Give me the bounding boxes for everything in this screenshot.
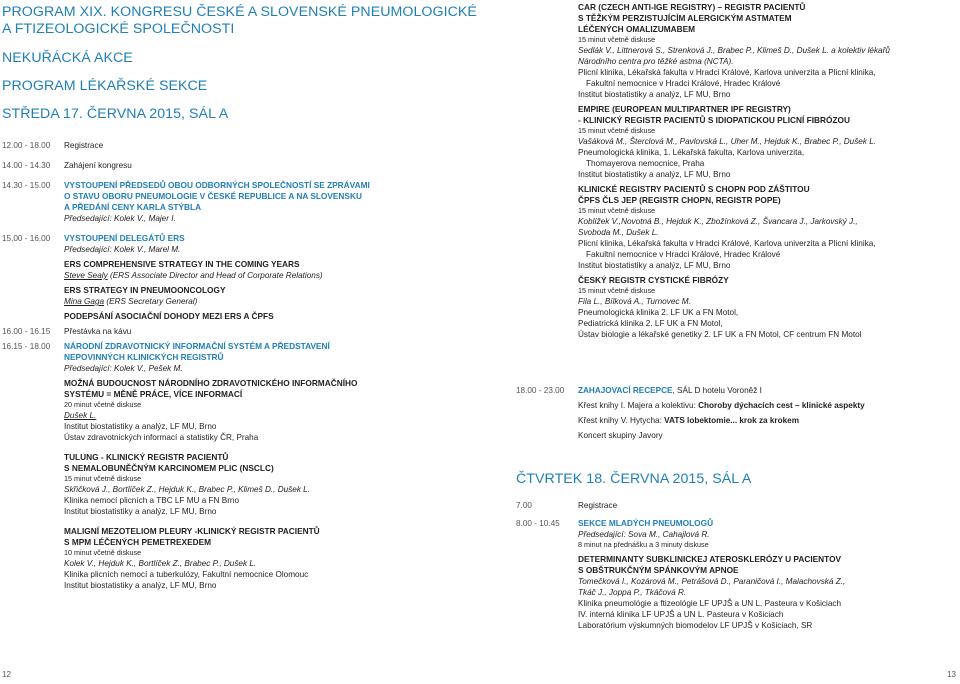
talk-authors: Skřičková J., Bortlíček Z., Hejduk K., Brabec P., Klimeš D., Dušek L.	[64, 485, 311, 494]
book-title: Choroby dýchacích cest – klinické aspekty	[698, 401, 865, 410]
session-title: A PŘEDÁNÍ CENY KARLA STÝBLA	[64, 202, 202, 212]
affiliation: Institut biostatistiky a analýz, LF MU, Brno	[64, 507, 217, 516]
affiliation: Plicní klinika, Lékařská fakulta v Hradci Králové, Karlova univerzita a Plicní klinika,	[578, 68, 876, 77]
evening-item	[578, 400, 956, 411]
talk-title: SYSTÉMU = MĚNĚ PRÁCE, VÍCE INFORMACÍ	[64, 389, 243, 399]
time-slot: 16.15 - 18.00	[2, 342, 51, 351]
subtitle-medical-section: PROGRAM LÉKAŘSKÉ SEKCE	[2, 78, 208, 94]
affiliation: Laboratórium výskumných biomodelov LF UPJŠ v Košiciach, SR	[578, 621, 813, 630]
evening-item-text: Křest knihy I. Majera a kolektivu:	[578, 401, 699, 410]
talk-authors: Fila L., Bílková A., Turnovec M.	[578, 297, 691, 306]
talk-title: S NEMALOBUNĚČNÝM KARCINOMEM PLIC (NSCLC)	[64, 463, 274, 473]
page-number-left: 12	[2, 670, 11, 679]
affiliation: Pneumologická klinika 2. LF UK a FN Motol,	[578, 308, 739, 317]
thursday-registration	[516, 500, 956, 511]
affiliation: Institut biostatistiky a analýz, LF MU, Brno	[64, 581, 217, 590]
talk-title: DETERMINANTY SUBKLINICKEJ ATEROSKLERÓZY U PACIENTOV	[578, 554, 842, 564]
talk-speaker	[64, 270, 472, 281]
session-chair: Předsedající: Kolek V., Pešek M.	[64, 364, 183, 373]
talk-duration: 15 minut včetně diskuse	[578, 286, 656, 295]
young-pneumologists-session	[516, 518, 956, 631]
talk-title: KLINICKÉ REGISTRY PACIENTŮ S CHOPN POD ZÁŠTITOU	[578, 184, 810, 194]
item-label: Zahájení kongresu	[64, 161, 132, 170]
schedule-row	[2, 341, 472, 591]
talk-title: ČPFS ČLS JEP (REGISTR CHOPN, REGISTR POPE)	[578, 195, 781, 205]
talk-title: LÉČENÝCH OMALIZUMABEM	[578, 24, 696, 34]
talk-authors: Tkáč J., Joppa P., Tkáčová R.	[578, 588, 687, 597]
time-slot: 8.00 - 10.45	[516, 519, 560, 528]
reception-location: , SÁL D hotelu Voroněž I	[672, 386, 762, 395]
program-title-line2: A FTIZEOLOGICKÉ SPOLEČNOSTI	[2, 21, 235, 37]
evening-session	[516, 385, 956, 441]
item-label: Registrace	[578, 501, 618, 510]
thursday-heading: ČTVRTEK 18. ČERVNA 2015, SÁL A	[516, 471, 752, 487]
evening-item	[578, 430, 956, 441]
subtitle-nonsmoking: NEKUŘÁCKÁ AKCE	[2, 50, 133, 66]
time-slot: 18.00 - 23.00	[516, 386, 565, 395]
schedule-row	[2, 326, 472, 337]
speaker-name: Steve Sealy	[64, 271, 108, 280]
time-slot: 16.00 - 16.15	[2, 327, 51, 336]
time-slot: 7.00	[516, 501, 532, 510]
talk-authors: Národního centra pro těžké astma (NCTA).	[578, 57, 734, 66]
affiliation: Institut biostatistiky a analýz, LF MU, Brno	[578, 261, 731, 270]
talk-title: S OBŠTRUKČNÝM SPÁNKOVÝM APNOE	[578, 565, 739, 575]
schedule-row	[2, 140, 472, 151]
talk-title: ERS COMPREHENSIVE STRATEGY IN THE COMING YEARS	[64, 259, 300, 269]
talk-title: ČESKÝ REGISTR CYSTICKÉ FIBRÓZY	[578, 275, 729, 285]
session-title: NÁRODNÍ ZDRAVOTNICKÝ INFORMAČNÍ SYSTÉM A PŘEDSTAVENÍ	[64, 341, 330, 351]
talk-title: TULUNG - KLINICKÝ REGISTR PACIENTŮ	[64, 452, 229, 462]
page-number-right: 13	[947, 670, 956, 679]
talk-block-car	[578, 2, 956, 340]
book-title: VATS lobektomie... krok za krokem	[664, 416, 799, 425]
session-title: NEPOVINNÝCH KLINICKÝCH REGISTRŮ	[64, 352, 224, 362]
talk-authors: Dušek L.	[64, 411, 97, 420]
affiliation: IV. interná klinika LF UPJŠ a UN L. Pasteura v Košiciach	[578, 610, 784, 619]
time-slot: 14.30 - 15.00	[2, 181, 51, 190]
talk-speaker	[64, 296, 472, 307]
speaker-role: (ERS Secretary General)	[104, 297, 198, 306]
evening-item-text: Koncert skupiny Javory	[578, 431, 663, 440]
talk-title: S TĚŽKÝM PERZISTUJÍCÍM ALERGICKÝM ASTMATEM	[578, 13, 792, 23]
affiliation: Klinika plicních nemocí a tuberkulózy, Fakultní nemocnice Olomouc	[64, 570, 309, 579]
session-chair: Předsedající: Kolek V., Marel M.	[64, 245, 181, 254]
session-title: VYSTOUPENÍ DELEGÁTŮ ERS	[64, 233, 185, 243]
affiliation: Fakultní nemocnice v Hradci Králové, Hradec Králové	[586, 250, 781, 259]
affiliation: Institut biostatistiky a analýz, LF MU, Brno	[64, 422, 217, 431]
talk-title: - KLINICKÝ REGISTR PACIENTŮ S IDIOPATICKOU PLICNÍ FIBRÓZOU	[578, 115, 850, 125]
talk-authors: Tomečková I., Kozárová M., Petrášová D., Paraničová I., Malachovská Z.,	[578, 577, 846, 586]
affiliation: Institut biostatistiky a analýz, LF MU, Brno	[578, 90, 731, 99]
schedule-wednesday	[2, 140, 472, 591]
affiliation: Thomayerova nemocnice, Praha	[586, 159, 705, 168]
session-title: O STAVU OBORU PNEUMOLOGIE V ČESKÉ REPUBLICE A NA SLOVENSKU	[64, 191, 362, 201]
talk-duration: 15 minut včetně diskuse	[578, 35, 656, 44]
talk-duration: 10 minut včetně diskuse	[64, 548, 142, 557]
talk-authors: Koblížek V.,Novotná B., Hejduk K., Zbožínková Z., Švancara J., Jarkovský J.,	[578, 217, 858, 226]
talk-authors: Kolek V., Hejduk K., Bortlíček Z., Brabec P., Dušek L.	[64, 559, 257, 568]
evening-item	[578, 415, 956, 426]
talk-authors: Sedlák V., Littnerová S., Strenková J., Brabec P., Klimeš D., Dušek L. a kolektiv lékařů	[578, 46, 890, 55]
time-slot: 12.00 - 18.00	[2, 141, 51, 150]
schedule-row	[2, 180, 472, 224]
talk-title: CAR (CZECH ANTI-IGE REGISTRY) – REGISTR PACIENTŮ	[578, 2, 806, 12]
session-title: SEKCE MLADÝCH PNEUMOLOGŮ	[578, 518, 714, 528]
talk-title: MOŽNÁ BUDOUCNOST NÁRODNÍHO ZDRAVOTNICKÉHO INFORMAČNÍHO	[64, 378, 358, 388]
session-format: 8 minut na přednášku a 3 minuty diskuse	[578, 540, 709, 549]
talk-title: S MPM LÉČENÝCH PEMETREXEDEM	[64, 537, 212, 547]
program-title-line1: PROGRAM XIX. KONGRESU ČESKÉ A SLOVENSKÉ PNEUMOLOGICKÉ	[2, 4, 477, 20]
speaker-role: (ERS Associate Director and Head of Corporate Relations)	[107, 271, 323, 280]
affiliation: Pneumologická klinika, 1. Lékařská fakulta, Karlova univerzita,	[578, 148, 805, 157]
evening-item-text: Křest knihy V. Hytycha:	[578, 416, 665, 425]
time-slot: 15.00 - 16.00	[2, 234, 51, 243]
talk-duration: 15 minut včetně diskuse	[578, 206, 656, 215]
schedule-row	[2, 160, 472, 171]
evening-title	[578, 385, 956, 396]
affiliation: Ústav biologie a lékařské genetiky 2. LF UK a FN Motol, CF centrum FN Motol	[578, 330, 862, 339]
reception-title: ZAHAJOVACÍ RECEPCE	[578, 386, 673, 395]
right-page	[480, 0, 960, 684]
talk-title: MALIGNÍ MEZOTELIOM PLEURY -KLINICKÝ REGISTR PACIENTŮ	[64, 526, 320, 536]
talk-title: ERS STRATEGY IN PNEUMOONCOLOGY	[64, 285, 226, 295]
talk-title: PODEPSÁNÍ ASOCIAČNÍ DOHODY MEZI ERS A ČPFS	[64, 311, 274, 321]
time-slot: 14.00 - 14.30	[2, 161, 51, 170]
day-heading: STŘEDA 17. ČERVNA 2015, SÁL A	[2, 106, 229, 122]
session-chair: Předsedající: Sova M., Cahajlová R.	[578, 530, 710, 539]
affiliation: Institut biostatistiky a analýz, LF MU, Brno	[578, 170, 731, 179]
talk-duration: 15 minut včetně diskuse	[578, 126, 656, 135]
speaker-name: Mina Gaga	[64, 297, 105, 306]
talk-title: EMPIRE (EUROPEAN MULTIPARTNER IPF REGISTRY)	[578, 104, 791, 114]
session-title: VYSTOUPENÍ PŘEDSEDŮ OBOU ODBORNÝCH SPOLEČNOSTÍ SE ZPRÁVAMI	[64, 180, 370, 190]
schedule-row	[2, 233, 472, 322]
session-chair: Předsedající: Kolek V., Majer I.	[64, 214, 176, 223]
item-label: Registrace	[64, 141, 104, 150]
talk-authors: Svoboda M., Dušek L.	[578, 228, 659, 237]
talk-duration: 20 minut včetně diskuse	[64, 400, 142, 409]
affiliation: Klinika pneumológie a ftizeológie LF UPJŠ a UN L. Pasteura v Košiciach	[578, 599, 842, 608]
talk-authors: Vašáková M., Šterclová M., Pavlovská L., Uher M., Hejduk K., Brabec P., Dušek L.	[578, 137, 877, 146]
talk-duration: 15 minut včetně diskuse	[64, 474, 142, 483]
affiliation: Fakultní nemocnice v Hradci Králové, Hradec Králové	[586, 79, 781, 88]
item-label: Přestávka na kávu	[64, 327, 132, 336]
affiliation: Ústav zdravotnických informací a statistiky ČR, Praha	[64, 433, 259, 442]
affiliation: Pediatrická klinika 2. LF UK a FN Motol,	[578, 319, 723, 328]
affiliation: Klinika nemocí plicních a TBC LF MU a FN Brno	[64, 496, 240, 505]
affiliation: Plicní klinika, Lékařská fakulta v Hradci Králové, Karlova univerzita a Plicní klinika,	[578, 239, 876, 248]
